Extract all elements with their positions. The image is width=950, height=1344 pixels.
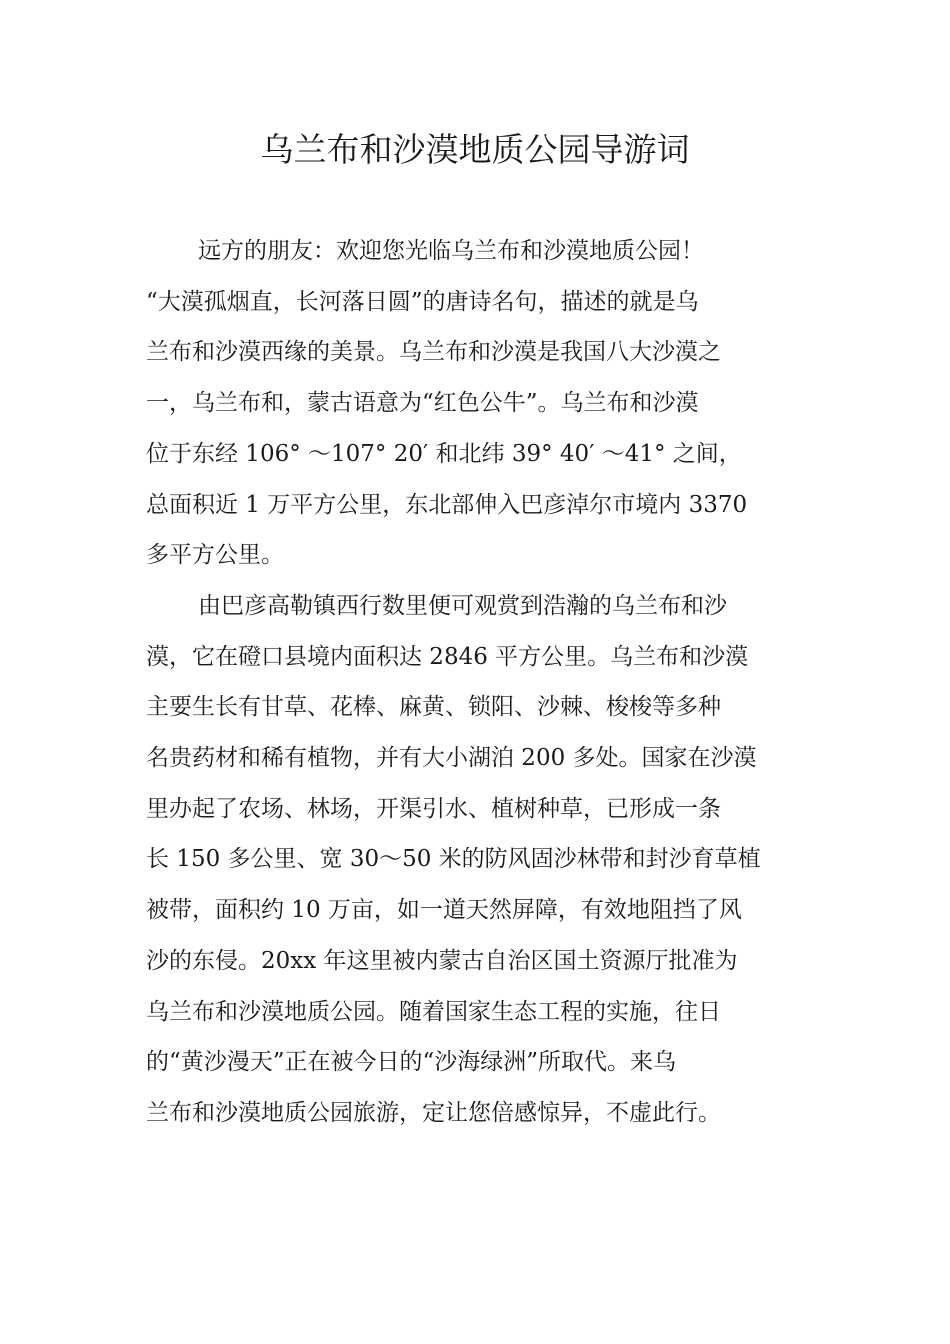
paragraph-1 <box>146 226 806 581</box>
paragraph-line: 远方的朋友：欢迎您光临乌兰布和沙漠地质公园！ <box>198 238 704 264</box>
paragraph-line: 长 150 多公里、宽 30～50 米的防风固沙林带和封沙育草植 <box>146 846 761 873</box>
paragraph-line: 里办起了农场、林场，开渠引水、植树种草，已形成一条 <box>146 795 721 822</box>
paragraph-line: “大漠孤烟直，长河落日圆”的唐诗名句，描述的就是乌 <box>146 288 699 315</box>
paragraph-line: 兰布和沙漠西缘的美景。乌兰布和沙漠是我国八大沙漠之 <box>146 339 721 366</box>
paragraph-line: 一，乌兰布和，蒙古语意为“红色公牛”。乌兰布和沙漠 <box>146 390 699 417</box>
paragraph-line: 主要生长有甘草、花棒、麻黄、锁阳、沙棘、梭梭等多种 <box>146 694 721 721</box>
document-title: 乌兰布和沙漠地质公园导游词 <box>260 130 690 169</box>
paragraph-line: 名贵药材和稀有植物，并有大小湖泊 200 多处。国家在沙漠 <box>146 745 757 772</box>
paragraph-line: 乌兰布和沙漠地质公园。随着国家生态工程的实施，往日 <box>146 998 721 1025</box>
paragraph-line: 沙的东侵。20xx 年这里被内蒙古自治区国土资源厅批准为 <box>146 947 738 974</box>
paragraph-line: 漠，它在磴口县境内面积达 2846 平方公里。乌兰布和沙漠 <box>146 643 749 670</box>
paragraph-line: 总面积近 1 万平方公里，东北部伸入巴彦淖尔市境内 3370 <box>146 491 748 518</box>
paragraph-line: 被带，面积约 10 万亩，如一道天然屏障，有效地阻挡了风 <box>146 897 742 924</box>
document-body <box>146 226 806 1139</box>
paragraph-2 <box>146 581 806 1139</box>
paragraph-line: 位于东经 106° ～107° 20′ 和北纬 39° 40′ ～41° 之间， <box>146 440 742 467</box>
paragraph-line: 由巴彦高勒镇西行数里便可观赏到浩瀚的乌兰布和沙 <box>198 592 727 619</box>
paragraph-line: 的“黄沙漫天”正在被今日的“沙海绿洲”所取代。来乌 <box>146 1049 677 1076</box>
paragraph-line: 多平方公里。 <box>146 542 284 569</box>
paragraph-line: 兰布和沙漠地质公园旅游，定让您倍感惊异，不虚此行。 <box>146 1099 721 1126</box>
